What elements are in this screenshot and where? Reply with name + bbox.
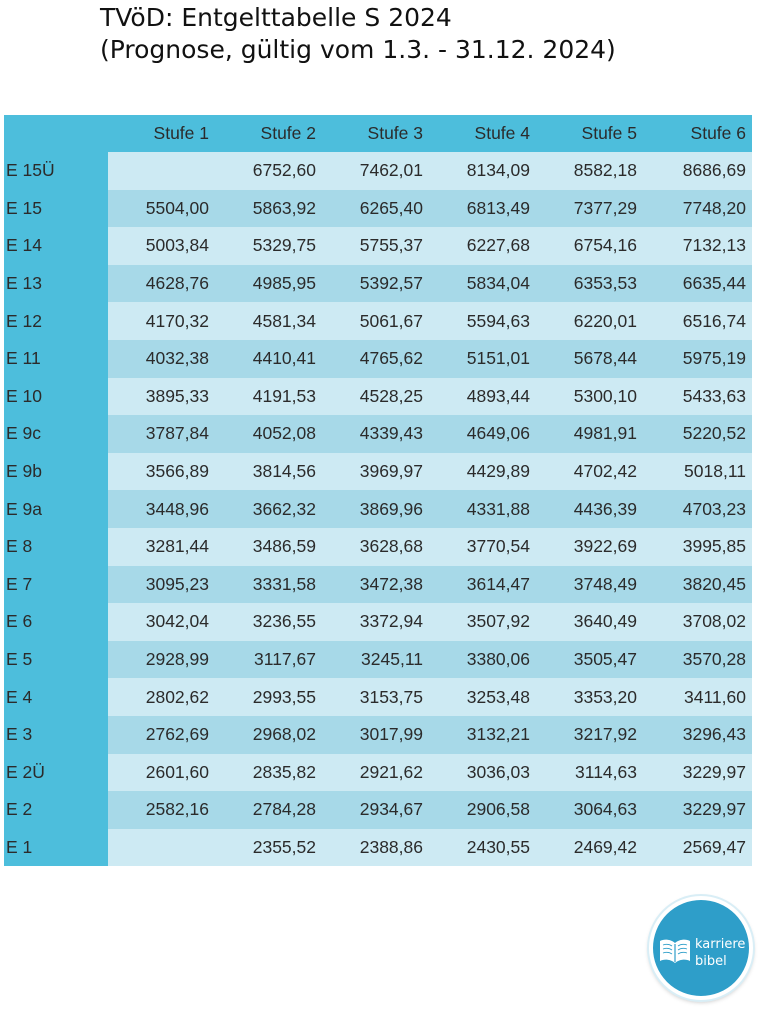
salary-cell: 3995,85 bbox=[643, 528, 752, 566]
salary-cell: 5678,44 bbox=[536, 340, 643, 378]
table-row bbox=[4, 603, 752, 641]
salary-cell: 2921,62 bbox=[322, 754, 429, 792]
salary-cell: 3411,60 bbox=[643, 678, 752, 716]
salary-cell: 3505,47 bbox=[536, 641, 643, 679]
salary-cell: 4436,39 bbox=[536, 490, 643, 528]
salary-cell: 3869,96 bbox=[322, 490, 429, 528]
salary-cell: 4628,76 bbox=[108, 265, 215, 303]
salary-cell: 2928,99 bbox=[108, 641, 215, 679]
salary-cell: 3245,11 bbox=[322, 641, 429, 679]
salary-cell: 4703,23 bbox=[643, 490, 752, 528]
grade-label: E 6 bbox=[4, 603, 108, 641]
salary-cell bbox=[108, 829, 215, 867]
salary-cell: 4981,91 bbox=[536, 415, 643, 453]
table-row bbox=[4, 415, 752, 453]
header-stufe-3: Stufe 3 bbox=[322, 115, 429, 152]
salary-cell: 2934,67 bbox=[322, 791, 429, 829]
grade-label: E 9a bbox=[4, 490, 108, 528]
salary-cell: 3820,45 bbox=[643, 566, 752, 604]
salary-cell: 3229,97 bbox=[643, 754, 752, 792]
table-row bbox=[4, 190, 752, 228]
salary-cell: 6635,44 bbox=[643, 265, 752, 303]
grade-label: E 4 bbox=[4, 678, 108, 716]
table-row bbox=[4, 227, 752, 265]
salary-cell: 3372,94 bbox=[322, 603, 429, 641]
salary-cell: 3296,43 bbox=[643, 716, 752, 754]
salary-cell: 3117,67 bbox=[215, 641, 322, 679]
header-stufe-5: Stufe 5 bbox=[536, 115, 643, 152]
salary-cell: 4429,89 bbox=[429, 453, 536, 491]
salary-cell: 5433,63 bbox=[643, 378, 752, 416]
salary-cell: 6220,01 bbox=[536, 302, 643, 340]
salary-cell: 4170,32 bbox=[108, 302, 215, 340]
salary-cell: 6754,16 bbox=[536, 227, 643, 265]
title-line-1: TVöD: Entgelttabelle S 2024 bbox=[100, 3, 452, 32]
salary-cell: 4331,88 bbox=[429, 490, 536, 528]
table-row bbox=[4, 716, 752, 754]
salary-cell: 5061,67 bbox=[322, 302, 429, 340]
salary-cell: 5151,01 bbox=[429, 340, 536, 378]
header-stufe-2: Stufe 2 bbox=[215, 115, 322, 152]
salary-cell: 3017,99 bbox=[322, 716, 429, 754]
header-stufe-1: Stufe 1 bbox=[108, 115, 215, 152]
grade-label: E 3 bbox=[4, 716, 108, 754]
page-title bbox=[100, 2, 616, 66]
grade-label: E 2 bbox=[4, 791, 108, 829]
salary-cell: 5975,19 bbox=[643, 340, 752, 378]
salary-cell: 5018,11 bbox=[643, 453, 752, 491]
grade-label: E 5 bbox=[4, 641, 108, 679]
salary-cell: 3331,58 bbox=[215, 566, 322, 604]
corner-cell bbox=[4, 115, 108, 152]
salary-cell: 6227,68 bbox=[429, 227, 536, 265]
salary-cell: 3770,54 bbox=[429, 528, 536, 566]
open-book-icon bbox=[658, 936, 692, 966]
salary-cell: 5755,37 bbox=[322, 227, 429, 265]
salary-cell: 6265,40 bbox=[322, 190, 429, 228]
salary-cell: 4410,41 bbox=[215, 340, 322, 378]
salary-cell: 7462,01 bbox=[322, 152, 429, 190]
salary-cell: 3628,68 bbox=[322, 528, 429, 566]
salary-cell: 3281,44 bbox=[108, 528, 215, 566]
salary-cell: 4339,43 bbox=[322, 415, 429, 453]
salary-cell: 8134,09 bbox=[429, 152, 536, 190]
logo-text-bibel: bibel bbox=[695, 954, 727, 969]
salary-cell: 2355,52 bbox=[215, 829, 322, 867]
salary-cell: 8582,18 bbox=[536, 152, 643, 190]
table-row bbox=[4, 340, 752, 378]
salary-cell: 3895,33 bbox=[108, 378, 215, 416]
salary-cell: 3380,06 bbox=[429, 641, 536, 679]
salary-cell: 3253,48 bbox=[429, 678, 536, 716]
grade-label: E 8 bbox=[4, 528, 108, 566]
karrierebibel-logo[interactable] bbox=[649, 896, 753, 1000]
salary-cell: 7748,20 bbox=[643, 190, 752, 228]
table-row bbox=[4, 566, 752, 604]
salary-cell: 4032,38 bbox=[108, 340, 215, 378]
salary-cell: 6516,74 bbox=[643, 302, 752, 340]
salary-cell: 2906,58 bbox=[429, 791, 536, 829]
table-row bbox=[4, 152, 752, 190]
salary-cell: 2430,55 bbox=[429, 829, 536, 867]
salary-cell: 6752,60 bbox=[215, 152, 322, 190]
salary-cell: 7132,13 bbox=[643, 227, 752, 265]
salary-cell: 3095,23 bbox=[108, 566, 215, 604]
salary-cell: 5392,57 bbox=[322, 265, 429, 303]
salary-cell: 2762,69 bbox=[108, 716, 215, 754]
salary-cell: 3708,02 bbox=[643, 603, 752, 641]
grade-label: E 14 bbox=[4, 227, 108, 265]
salary-cell: 3570,28 bbox=[643, 641, 752, 679]
salary-cell: 3814,56 bbox=[215, 453, 322, 491]
salary-cell: 3472,38 bbox=[322, 566, 429, 604]
salary-cell: 5300,10 bbox=[536, 378, 643, 416]
salary-cell: 3153,75 bbox=[322, 678, 429, 716]
salary-cell: 5834,04 bbox=[429, 265, 536, 303]
salary-cell: 4702,42 bbox=[536, 453, 643, 491]
salary-table bbox=[4, 115, 752, 866]
table-row bbox=[4, 490, 752, 528]
salary-cell: 3566,89 bbox=[108, 453, 215, 491]
salary-cell bbox=[108, 152, 215, 190]
salary-cell: 5594,63 bbox=[429, 302, 536, 340]
salary-cell: 6813,49 bbox=[429, 190, 536, 228]
salary-cell: 4893,44 bbox=[429, 378, 536, 416]
grade-label: E 15 bbox=[4, 190, 108, 228]
salary-cell: 2582,16 bbox=[108, 791, 215, 829]
salary-cell: 2469,42 bbox=[536, 829, 643, 867]
logo-text-karriere: karriere bbox=[695, 937, 746, 952]
header-stufe-6: Stufe 6 bbox=[643, 115, 752, 152]
salary-cell: 7377,29 bbox=[536, 190, 643, 228]
header-row bbox=[4, 115, 752, 152]
salary-cell: 4528,25 bbox=[322, 378, 429, 416]
grade-label: E 2Ü bbox=[4, 754, 108, 792]
salary-cell: 5003,84 bbox=[108, 227, 215, 265]
salary-cell: 3236,55 bbox=[215, 603, 322, 641]
salary-cell: 3507,92 bbox=[429, 603, 536, 641]
salary-cell: 4649,06 bbox=[429, 415, 536, 453]
salary-cell: 3748,49 bbox=[536, 566, 643, 604]
salary-cell: 5220,52 bbox=[643, 415, 752, 453]
table-row bbox=[4, 453, 752, 491]
salary-cell: 6353,53 bbox=[536, 265, 643, 303]
salary-cell: 4985,95 bbox=[215, 265, 322, 303]
salary-cell: 2569,47 bbox=[643, 829, 752, 867]
grade-label: E 11 bbox=[4, 340, 108, 378]
table-row bbox=[4, 265, 752, 303]
salary-cell: 4191,53 bbox=[215, 378, 322, 416]
salary-cell: 3614,47 bbox=[429, 566, 536, 604]
table-row bbox=[4, 829, 752, 867]
salary-cell: 3229,97 bbox=[643, 791, 752, 829]
salary-cell: 3114,63 bbox=[536, 754, 643, 792]
salary-cell: 4581,34 bbox=[215, 302, 322, 340]
header-stufe-4: Stufe 4 bbox=[429, 115, 536, 152]
salary-cell: 4765,62 bbox=[322, 340, 429, 378]
grade-label: E 15Ü bbox=[4, 152, 108, 190]
table-row bbox=[4, 302, 752, 340]
salary-cell: 2388,86 bbox=[322, 829, 429, 867]
salary-cell: 3353,20 bbox=[536, 678, 643, 716]
grade-label: E 13 bbox=[4, 265, 108, 303]
table-row bbox=[4, 528, 752, 566]
title-line-2: (Prognose, gültig vom 1.3. - 31.12. 2024) bbox=[100, 35, 616, 64]
salary-cell: 3922,69 bbox=[536, 528, 643, 566]
salary-cell: 3969,97 bbox=[322, 453, 429, 491]
grade-label: E 7 bbox=[4, 566, 108, 604]
salary-cell: 3042,04 bbox=[108, 603, 215, 641]
salary-cell: 3640,49 bbox=[536, 603, 643, 641]
salary-cell: 3132,21 bbox=[429, 716, 536, 754]
grade-label: E 10 bbox=[4, 378, 108, 416]
salary-cell: 4052,08 bbox=[215, 415, 322, 453]
table-row bbox=[4, 791, 752, 829]
salary-cell: 5504,00 bbox=[108, 190, 215, 228]
salary-cell: 5863,92 bbox=[215, 190, 322, 228]
table-row bbox=[4, 678, 752, 716]
salary-cell: 2802,62 bbox=[108, 678, 215, 716]
salary-cell: 3448,96 bbox=[108, 490, 215, 528]
table-row bbox=[4, 641, 752, 679]
salary-cell: 8686,69 bbox=[643, 152, 752, 190]
table-row bbox=[4, 378, 752, 416]
salary-cell: 3486,59 bbox=[215, 528, 322, 566]
salary-cell: 5329,75 bbox=[215, 227, 322, 265]
grade-label: E 9b bbox=[4, 453, 108, 491]
salary-cell: 2784,28 bbox=[215, 791, 322, 829]
salary-cell: 2993,55 bbox=[215, 678, 322, 716]
grade-label: E 9c bbox=[4, 415, 108, 453]
table-row bbox=[4, 754, 752, 792]
grade-label: E 12 bbox=[4, 302, 108, 340]
salary-cell: 2601,60 bbox=[108, 754, 215, 792]
salary-cell: 3036,03 bbox=[429, 754, 536, 792]
grade-label: E 1 bbox=[4, 829, 108, 867]
salary-cell: 2968,02 bbox=[215, 716, 322, 754]
salary-cell: 2835,82 bbox=[215, 754, 322, 792]
salary-cell: 3662,32 bbox=[215, 490, 322, 528]
salary-cell: 3064,63 bbox=[536, 791, 643, 829]
salary-cell: 3787,84 bbox=[108, 415, 215, 453]
salary-cell: 3217,92 bbox=[536, 716, 643, 754]
